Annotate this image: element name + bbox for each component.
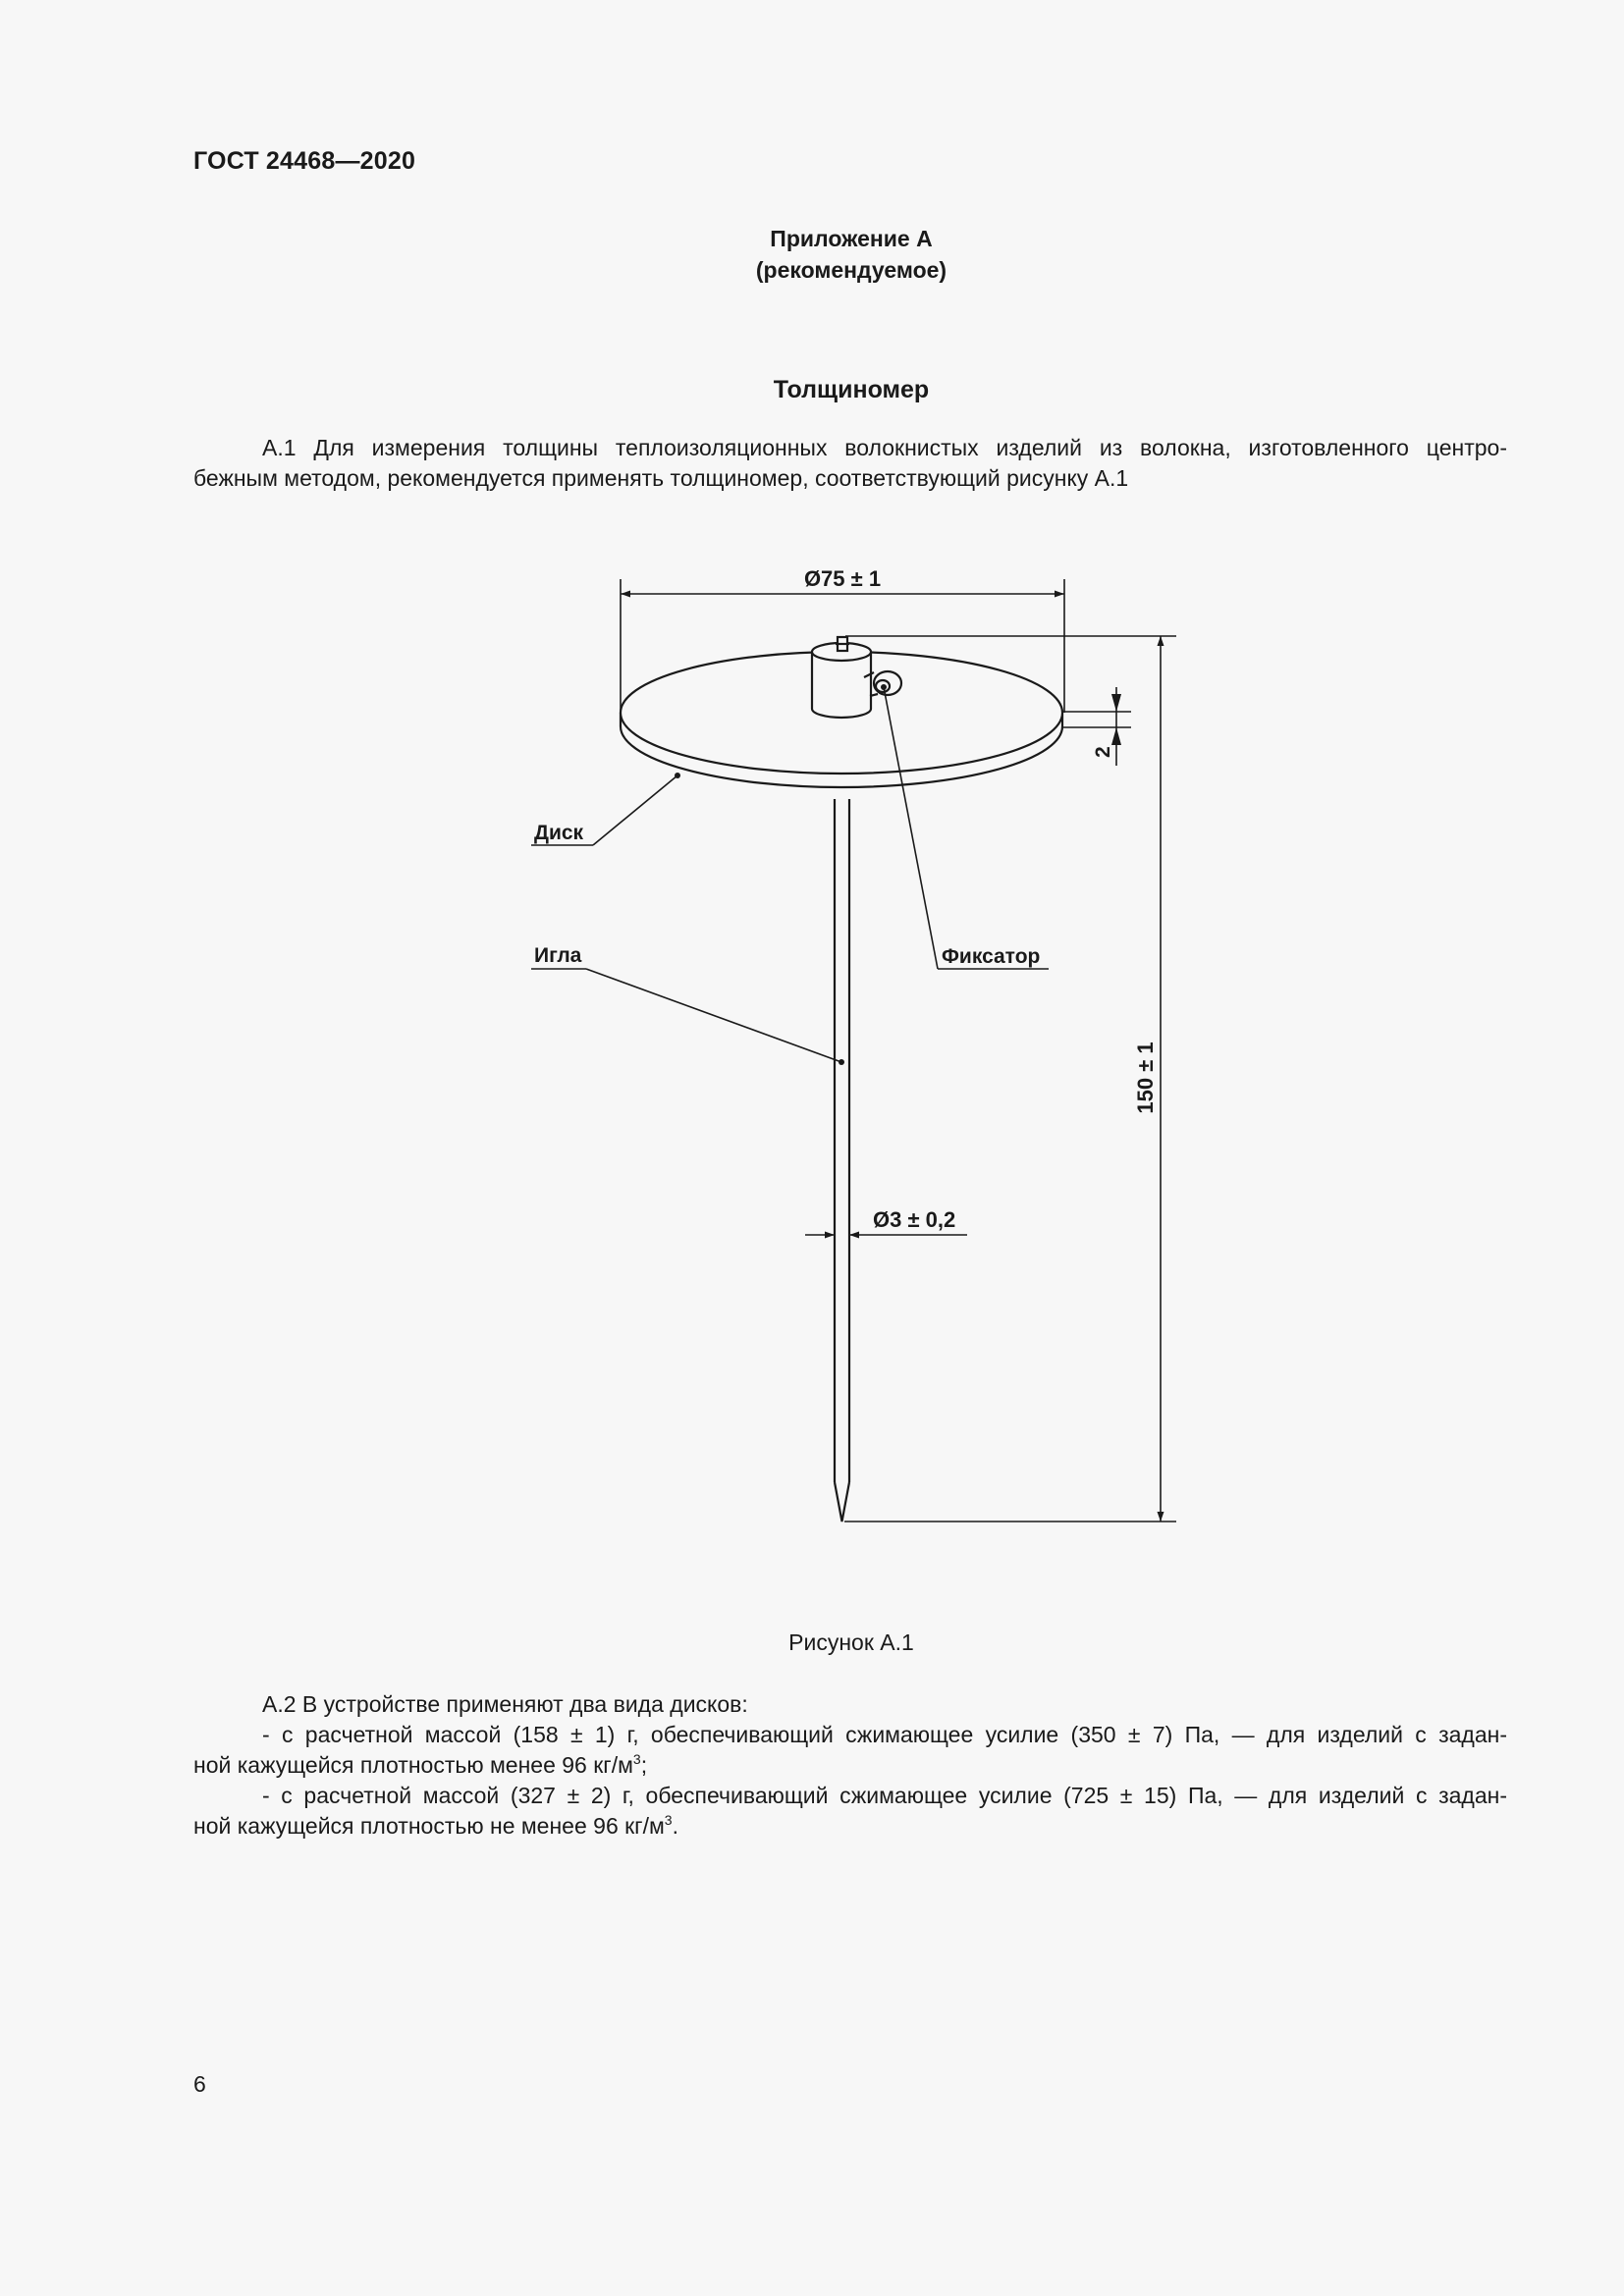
dim-needle-label: Ø3 ± 0,2 (873, 1207, 956, 1232)
paragraph-a1-line1: А.1 Для измерения толщины теплоизоляционных волокнистых изделий из волокна, изготовленного центро- (262, 435, 1507, 460)
leader-needle (586, 969, 841, 1062)
paragraph-a2-item1-line2 (193, 1750, 1507, 1781)
leader-disk (593, 775, 677, 845)
appendix-title: Приложение А (770, 226, 933, 251)
dim-thickness-label: 2 (1092, 746, 1114, 758)
item2-text: ной кажущейся плотностью не менее 96 кг/м (193, 1813, 665, 1839)
item2-end: . (672, 1813, 678, 1839)
item1-end: ; (640, 1752, 648, 1778)
dim-height-label: 150 ± 1 (1133, 1041, 1158, 1114)
paragraph-a1-line2: бежным методом, рекомендуется применять толщиномер, соответствующий рисунку А.1 (193, 465, 1129, 491)
figure-caption: Рисунок А.1 (788, 1629, 914, 1655)
needle-tip (835, 1482, 849, 1522)
label-needle: Игла (534, 944, 582, 967)
label-disk: Диск (534, 822, 584, 844)
label-fixator: Фиксатор (942, 945, 1041, 968)
section-title: Толщиномер (773, 376, 930, 403)
dim-diameter-label: Ø75 ± 1 (803, 566, 882, 591)
appendix-status: (рекомендуемое) (755, 257, 947, 283)
paragraph-a2-item1-line1: - с расчетной массой (158 ± 1) г, обеспечивающий сжимающее усилие (350 ± 7) Па, — для изделий с задан- (262, 1722, 1507, 1747)
paragraph-a2 (193, 1689, 1507, 1842)
document-code: ГОСТ 24468—2020 (193, 147, 416, 175)
item1-superscript: 3 (632, 1751, 641, 1767)
page-number: 6 (193, 2071, 206, 2097)
item1-text: ной кажущейся плотностью менее 96 кг/м (193, 1752, 633, 1778)
item2-superscript: 3 (664, 1812, 673, 1828)
paragraph-a2-intro: А.2 В устройстве применяют два вида дисков: (262, 1691, 748, 1717)
paragraph-a2-item2-line2 (193, 1811, 1507, 1842)
paragraph-a2-item2-line1: - с расчетной массой (327 ± 2) г, обеспечивающий сжимающее усилие (725 ± 15) Па, — для изделий с задан- (262, 1783, 1507, 1808)
